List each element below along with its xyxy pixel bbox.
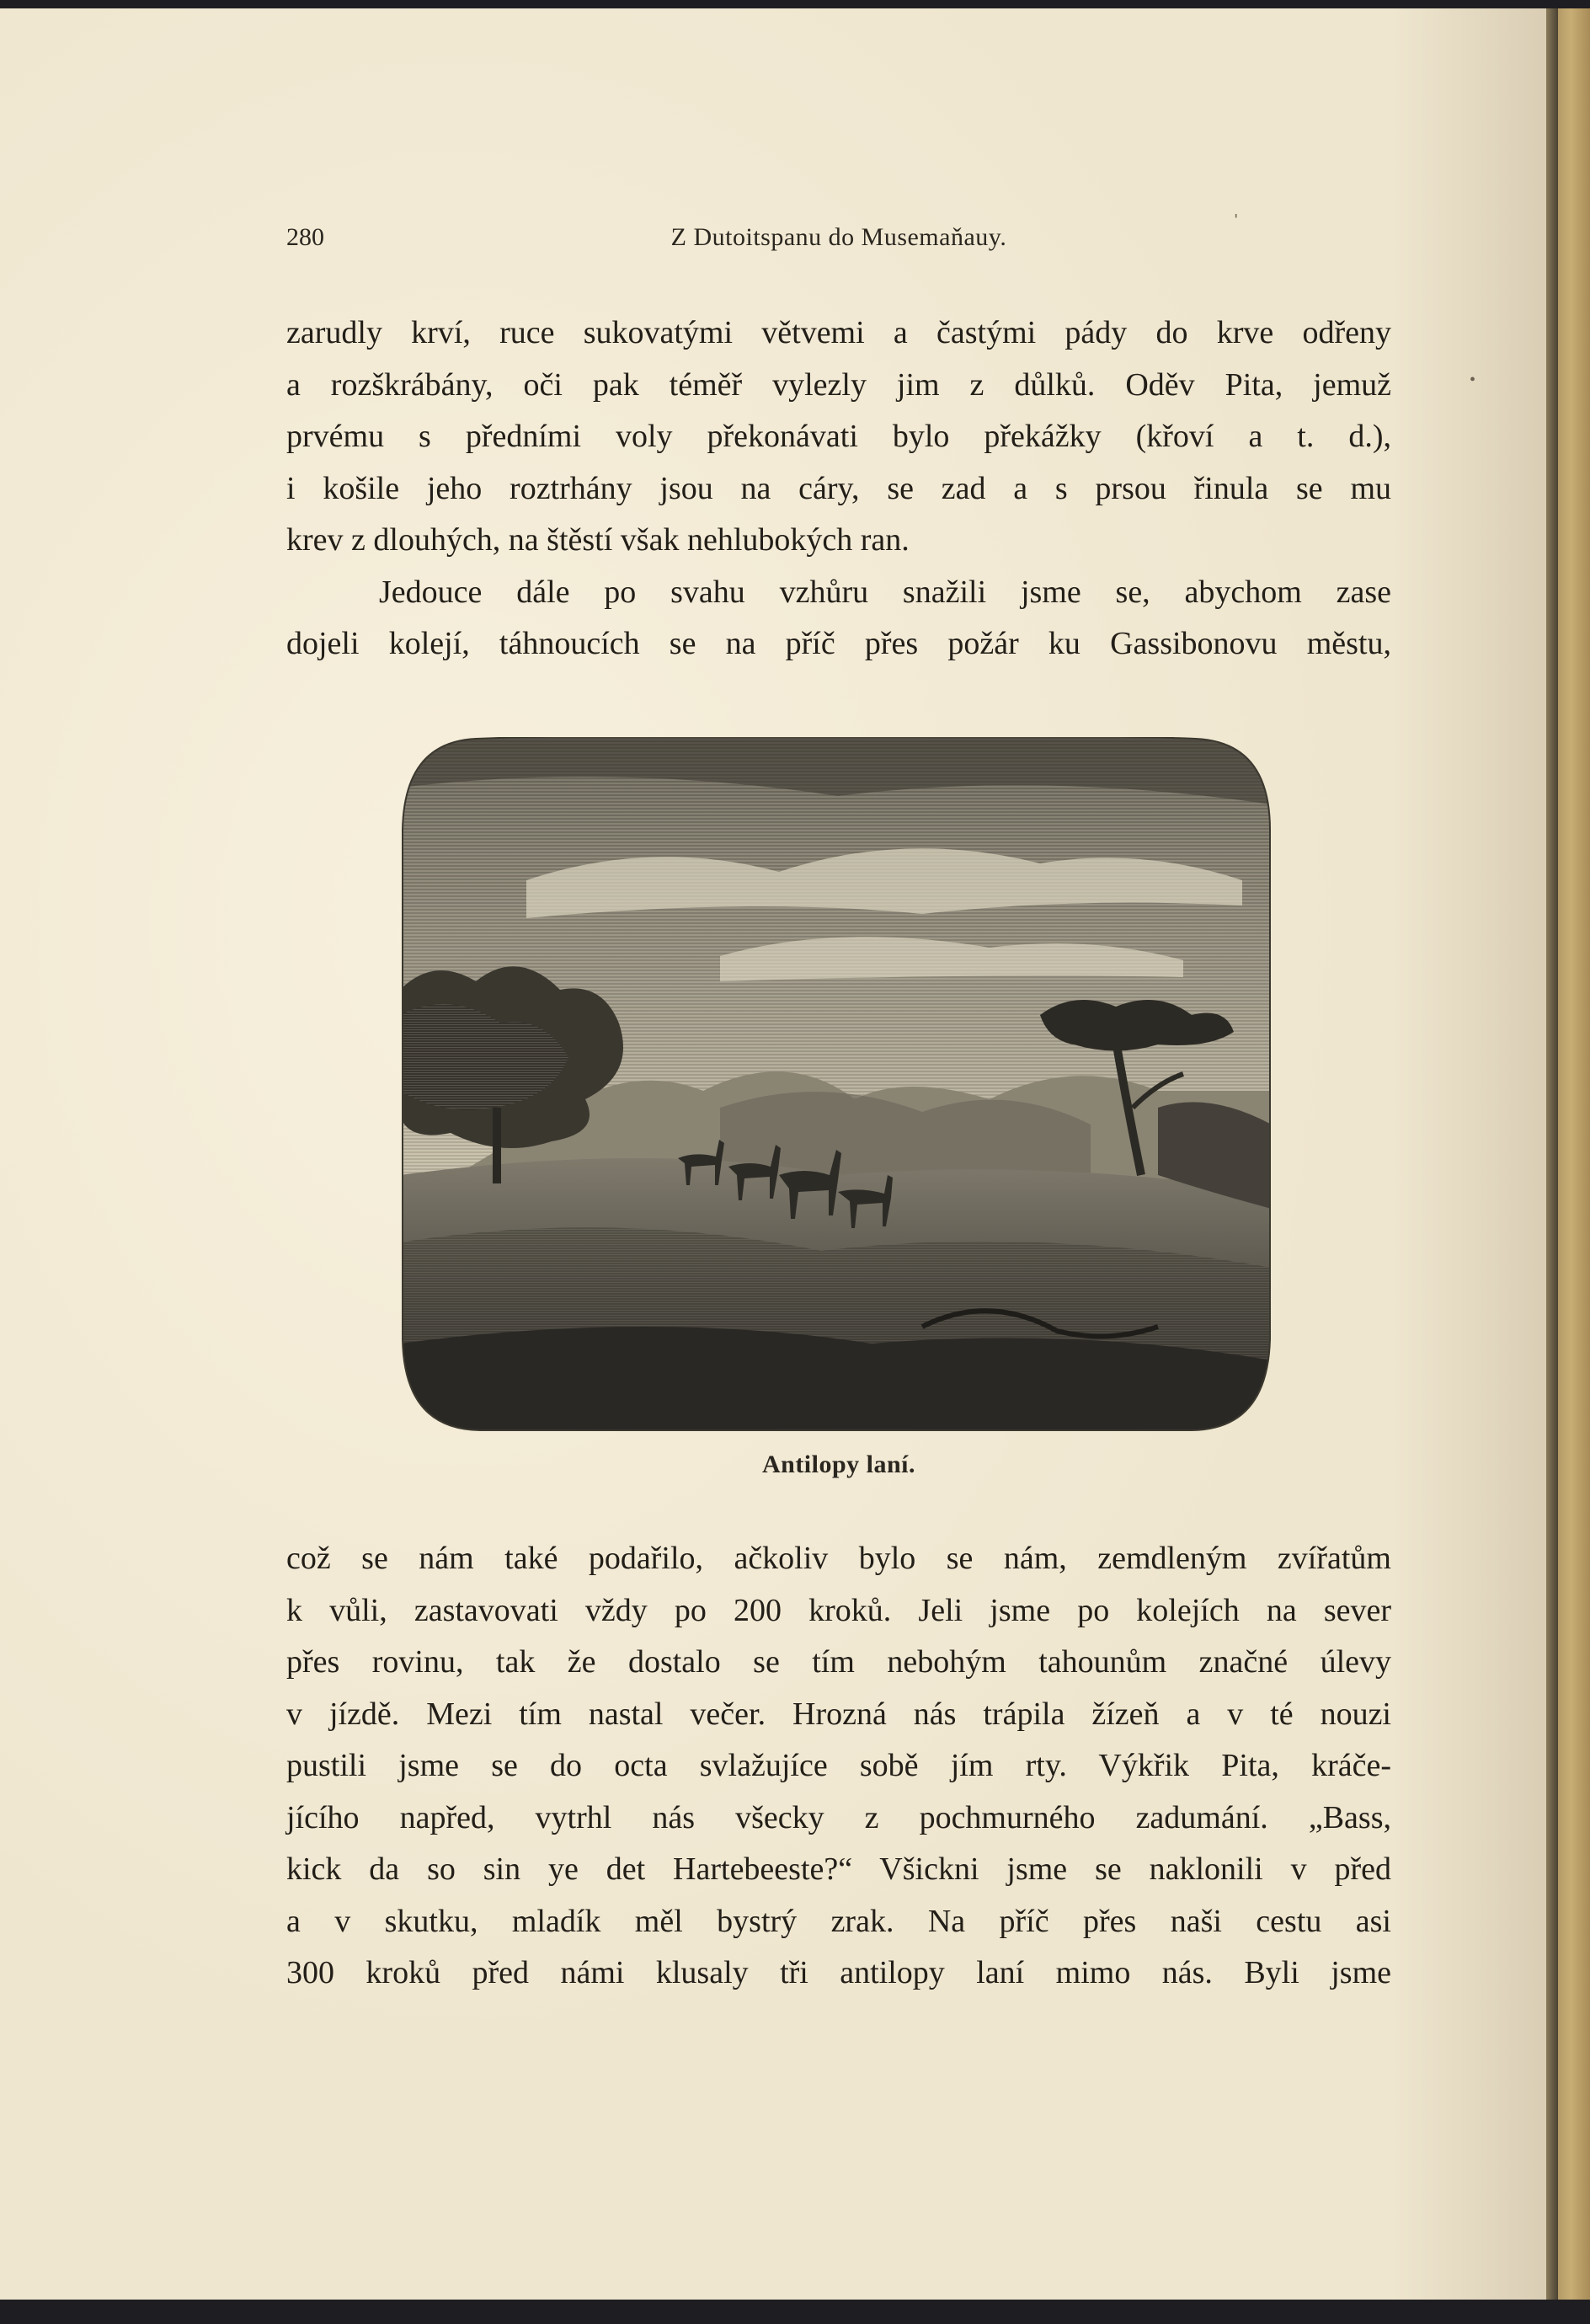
text-line: jícího napřed, vytrhl nás všecky z pochmurného zadumání. „Bass,: [286, 1799, 1391, 1835]
page-header: [286, 223, 1391, 257]
paragraph-1: [286, 307, 1391, 567]
running-title: Z Dutoitspanu do Musemaňauy.: [670, 223, 1007, 251]
text-line: k vůli, zastavovati vždy po 200 kroků. Jeli jsme po kolejích na sever: [286, 1592, 1391, 1628]
paragraph-3: [286, 1533, 1391, 2000]
book-spine: [1546, 8, 1558, 2300]
text-line: zarudly krví, ruce sukovatými větvemi a častými pády do krve odřeny: [286, 315, 1391, 350]
text-line: krev z dlouhých, na štěstí však nehlubokých ran.: [286, 522, 910, 558]
text-line: přes rovinu, tak že dostalo se tím nebohým tahounům značné úlevy: [286, 1644, 1391, 1680]
page-edge: [1558, 8, 1590, 2300]
text-line: i košile jeho roztrhány jsou na cáry, se zad a s prsou řinula se mu: [286, 470, 1391, 506]
text-line: v jízdě. Mezi tím nastal večer. Hrozná nás trápila žízeň a v té nouzi: [286, 1696, 1391, 1732]
figure-caption: Antilopy laní.: [761, 1450, 916, 1478]
text-block-top: [286, 307, 1391, 670]
text-line: pustili jsme se do octa svlažujíce sobě jím rty. Výkřik Pita, kráče-: [286, 1748, 1391, 1783]
antelope-landscape-engraving: [400, 737, 1272, 1432]
text-block-bottom: [286, 1533, 1391, 2000]
text-line: a rozškrábány, oči pak téměř vylezly jim z důlků. Oděv Pita, jemuž: [286, 366, 1391, 403]
text-line: Jedouce dále po svahu vzhůru snažili jsme se, abychom zase: [379, 574, 1391, 610]
page-number: 280: [286, 223, 324, 251]
text-line: což se nám také podařilo, ačkoliv bylo se nám, zemdleným zvířatům: [286, 1541, 1391, 1576]
paragraph-2: [286, 567, 1391, 670]
text-line: dojeli kolejí, táhnoucích se na příč přes požár ku Gassibonovu městu,: [286, 626, 1391, 661]
text-line: 300 kroků před námi klusaly tři antilopy laní mimo nás. Byli jsme: [286, 1955, 1391, 1990]
stray-mark: ˈ: [1232, 211, 1241, 237]
text-line: kick da so sin ye det Hartebeeste?“ Všickni jsme se naklonili v před: [286, 1851, 1391, 1887]
engraving-illustration: [400, 737, 1272, 1432]
text-line: a v skutku, mladík měl bystrý zrak. Na příč přes naši cestu asi: [286, 1903, 1391, 1939]
text-line: prvému s předními voly překonávati bylo překážky (křoví a t. d.),: [286, 419, 1391, 454]
stray-dot: •: [1470, 371, 1476, 389]
